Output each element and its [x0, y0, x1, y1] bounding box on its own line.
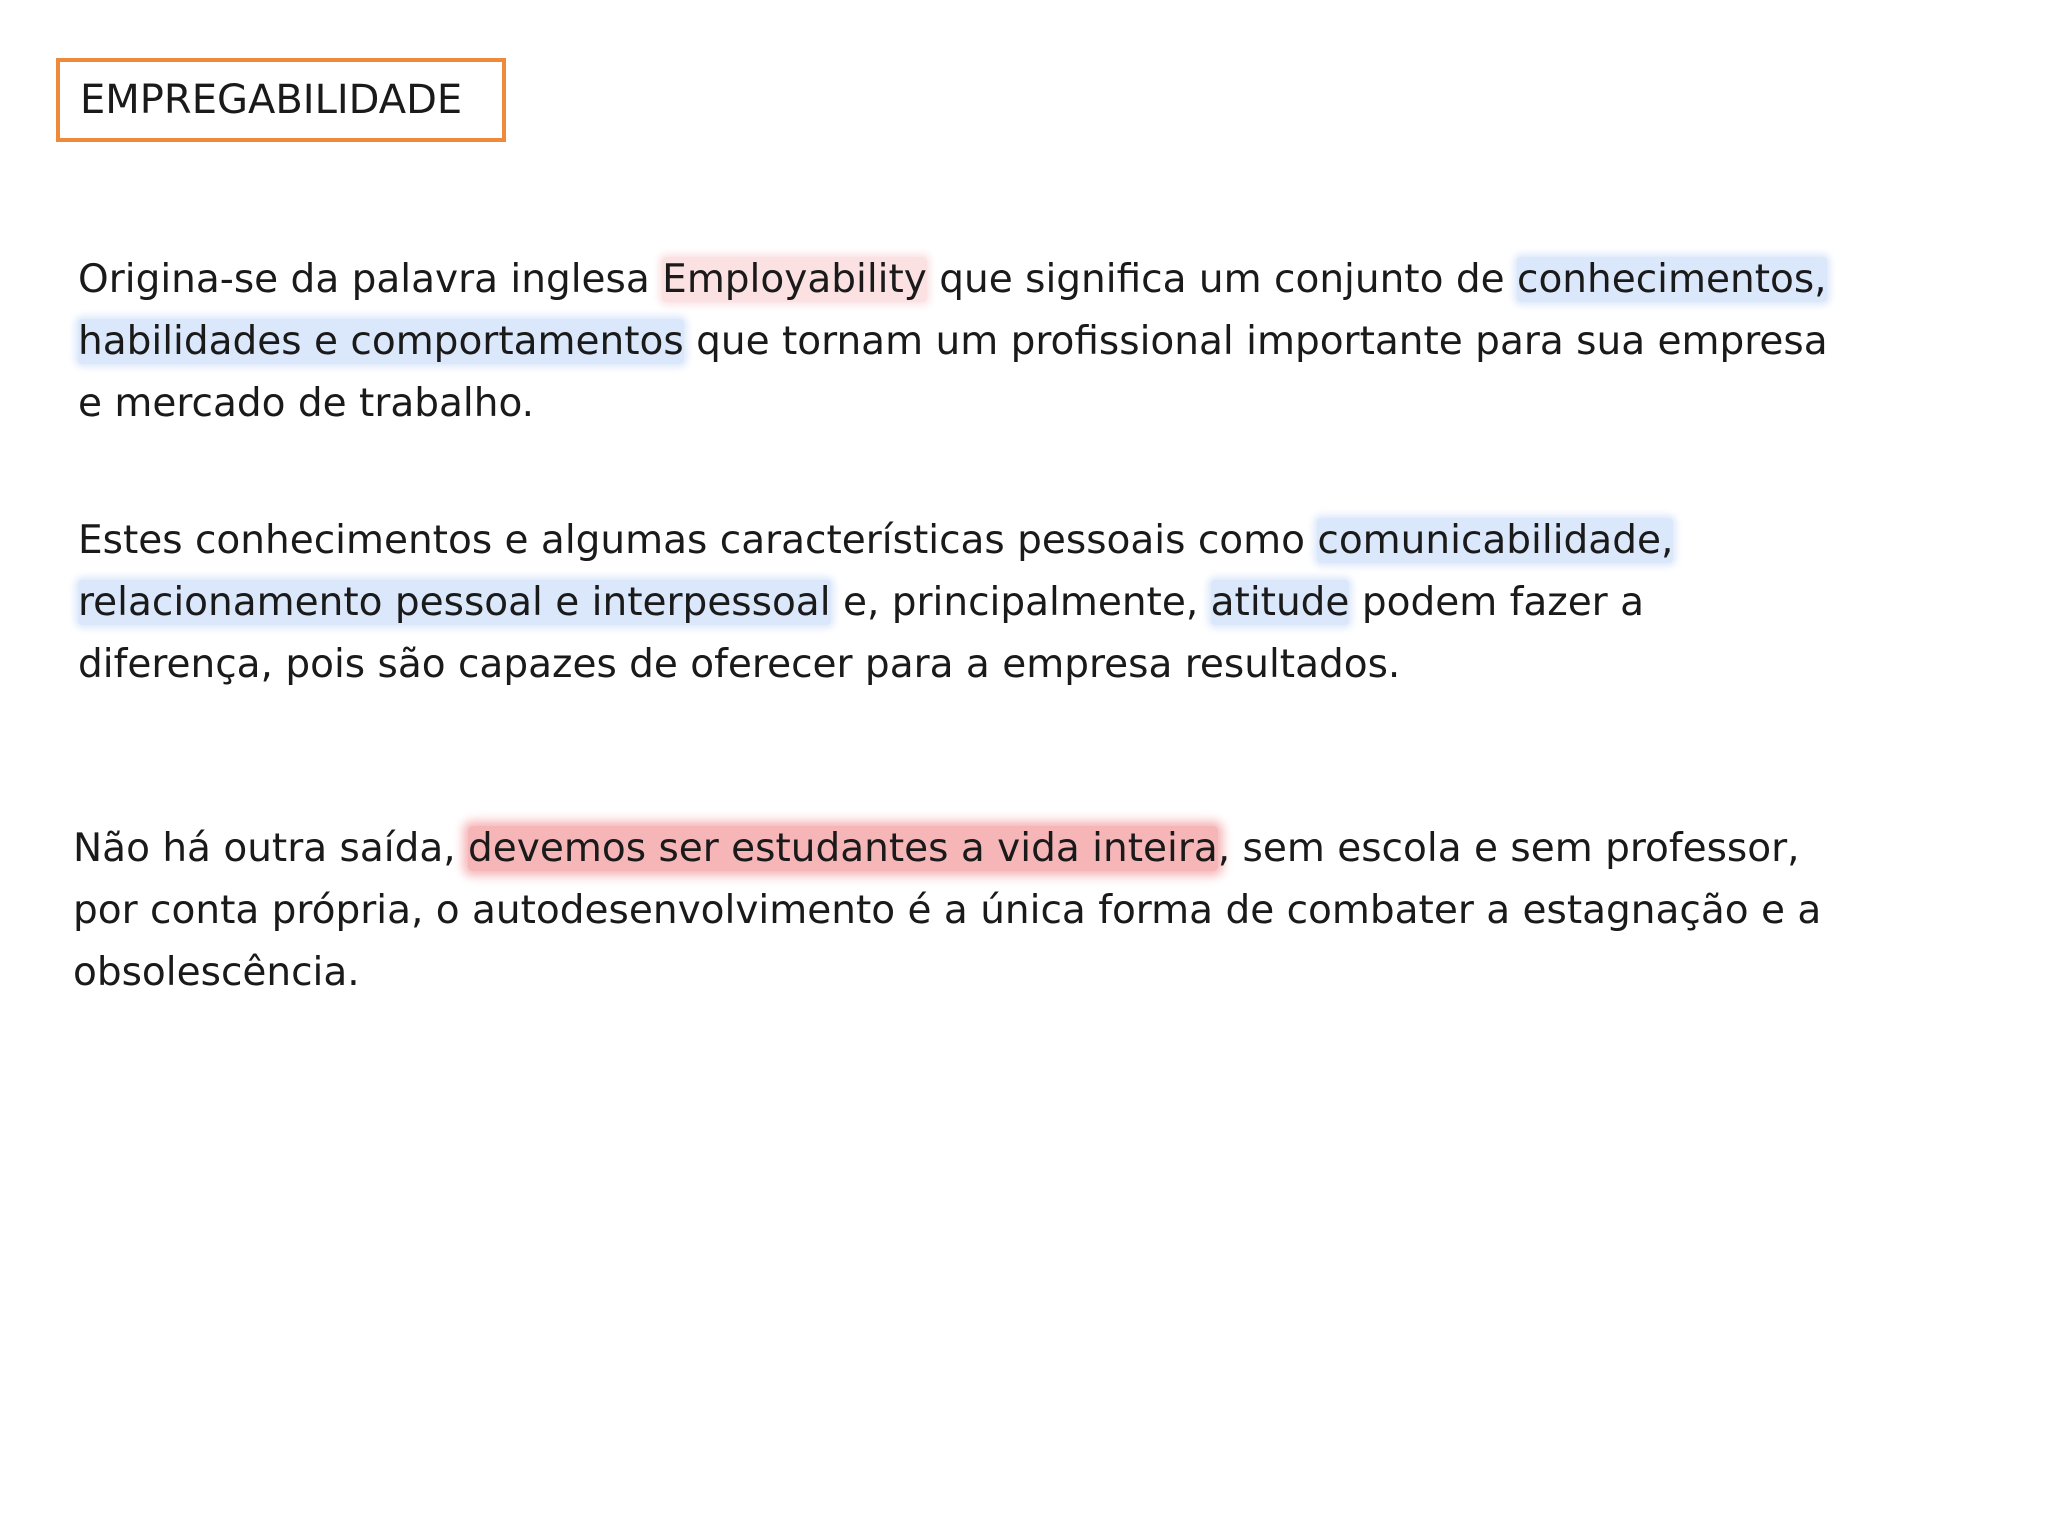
highlight-comunicabilidade: comunicabilidade, — [1317, 518, 1674, 563]
text-segment: diferença, pois são capazes de oferecer para a empresa resultados. — [78, 642, 1401, 687]
highlight-atitude: atitude — [1210, 580, 1350, 625]
text-segment: por conta própria, o autodesenvolvimento é a única forma de combater a estagnação e a — [73, 888, 1822, 933]
paragraph-characteristics — [78, 510, 1978, 696]
text-segment: Não há outra saída, — [73, 826, 469, 871]
text-segment: Estes conhecimentos e algumas características pessoais como — [78, 518, 1318, 563]
paragraph-line — [78, 373, 1978, 435]
text-segment: , sem escola e sem professor, — [1217, 826, 1800, 871]
highlight-relacionamento: relacionamento pessoal e interpessoal — [78, 580, 831, 625]
text-segment: que tornam um profissional importante para sua empresa — [683, 319, 1828, 364]
paragraph-line — [78, 572, 1978, 634]
paragraph-definition — [78, 249, 1978, 435]
text-segment: obsolescência. — [73, 950, 360, 995]
slide-title-box — [56, 58, 506, 142]
paragraph-line — [78, 311, 1978, 373]
text-segment: e, principalmente, — [830, 580, 1211, 625]
text-segment: e mercado de trabalho. — [78, 381, 535, 426]
text-segment: Origina-se da palavra inglesa — [78, 257, 663, 302]
highlight-estudantes: devemos ser estudantes a vida inteira — [468, 826, 1218, 871]
paragraph-conclusion — [73, 818, 1973, 1004]
text-segment: que significa um conjunto de — [926, 257, 1517, 302]
paragraph-line — [73, 942, 1973, 1004]
paragraph-line — [73, 880, 1973, 942]
paragraph-line — [78, 510, 1978, 572]
paragraph-line — [78, 634, 1978, 696]
text-segment: podem fazer a — [1349, 580, 1645, 625]
highlight-employability: Employability — [662, 257, 927, 302]
highlight-habilidades: habilidades e comportamentos — [78, 319, 684, 364]
paragraph-line — [78, 249, 1978, 311]
highlight-conhecimentos: conhecimentos, — [1517, 257, 1827, 302]
paragraph-line — [73, 818, 1973, 880]
slide-title: EMPREGABILIDADE — [80, 77, 463, 123]
